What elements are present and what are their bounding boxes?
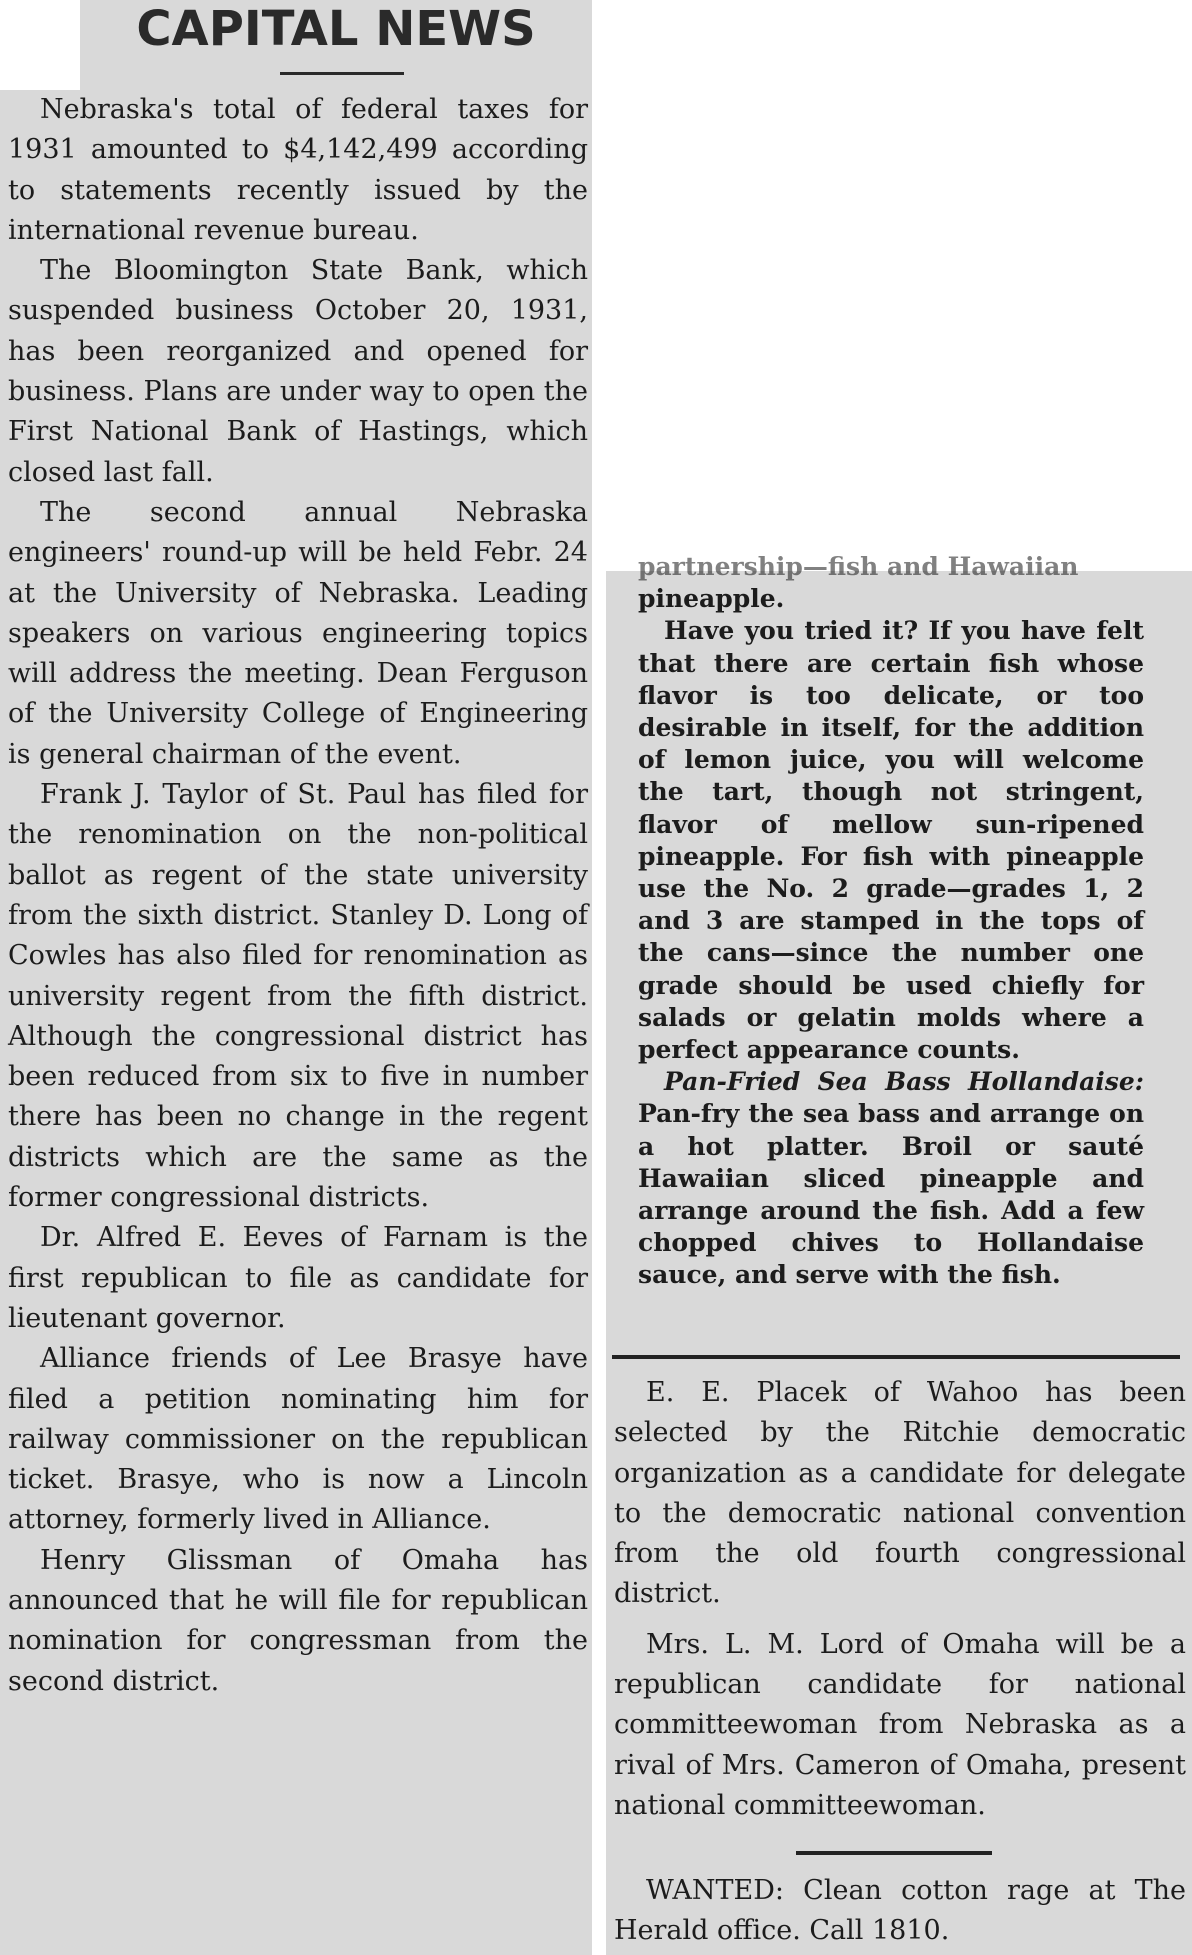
article-railway-commissioner: Alliance friends of Lee Brasye have filed a petition nominating him for railway commissioner on the republican ticket. Brasye, who is now a Lincoln attorney, formerly lived in Alliance. bbox=[8, 1343, 588, 1536]
article-federal-taxes: Nebraska's total of federal taxes for 1931 amounted to $4,142,499 according to statements recently issued by the international revenue bureau. bbox=[8, 94, 588, 246]
masthead-clip bbox=[80, 0, 592, 90]
article-placek-delegate: E. E. Placek of Wahoo has been selected by the Ritchie democratic organization as a candidate for delegate to the democratic national convention from the old fourth congressional district. bbox=[614, 1377, 1186, 1610]
wanted-ad-block bbox=[614, 1871, 1186, 1952]
recipe-dish-name: Pan-Fried Sea Bass Hollandaise: bbox=[664, 1067, 1144, 1097]
ad-divider bbox=[796, 1851, 992, 1855]
article-regent-renomination: Frank J. Taylor of St. Paul has filed for the renomination on the non-political ballot as regent of the state university from the sixth district. Stanley D. Long of Cowles has also filed for renomination as university regent from the fifth district. Although the congressional district has been reduced from six to five in number there has been no change in the regent districts which are the same as the former congressional districts. bbox=[8, 779, 588, 1214]
recipe-lead: pineapple. bbox=[638, 584, 785, 614]
article-congressman: Henry Glissman of Omaha has announced that he will file for republican nomination for congressman from the second district. bbox=[8, 1544, 588, 1697]
section-divider bbox=[612, 1355, 1180, 1359]
masthead-rule bbox=[280, 72, 404, 75]
recipe-column bbox=[638, 551, 1144, 1292]
recipe-cutoff-line: partnership—fish and Hawaiian bbox=[638, 552, 1079, 581]
left-column bbox=[8, 90, 588, 1702]
masthead: CAPITAL NEWS bbox=[136, 1, 536, 57]
article-engineers-roundup: The second annual Nebraska engineers' round-up will be held Febr. 24 at the University of Nebraska. Leading speakers on various engineering topics will address the meeting. Dean Ferguson of the University College of Engineering is general chairman of the event. bbox=[8, 496, 588, 770]
article-bloomington-bank: The Bloomington State Bank, which suspended business October 20, 1931, has been reorganized and opened for business. Plans are under way to open the First National Bank of Hastings, which closed last fall. bbox=[8, 255, 588, 488]
right-column-clip bbox=[606, 552, 1192, 1955]
article-lord-committeewoman: Mrs. L. M. Lord of Omaha will be a republican candidate for national committeewoman from Nebraska as a rival of Mrs. Cameron of Omaha, present national committeewoman. bbox=[614, 1628, 1186, 1821]
recipe-dish bbox=[638, 1066, 1144, 1291]
recipe-dish-text: Pan-fry the sea bass and arrange on a hot platter. Broil or sauté Hawaiian sliced pineapple and arrange around the fish. Add a few chopped chives to Hollandaise sauce, and serve with the fish. bbox=[638, 1099, 1144, 1290]
right-column-news bbox=[614, 1373, 1186, 1826]
article-lieutenant-governor: Dr. Alfred E. Eeves of Farnam is the first republican to file as candidate for lieutenant governor. bbox=[8, 1222, 588, 1334]
left-column-clip bbox=[0, 90, 592, 1955]
recipe-paragraph: Have you tried it? If you have felt that there are certain fish whose flavor is too delicate, or too desirable in itself, for the addition of lemon juice, you will welcome the tart, though not stringent, flavor of mellow sun-ripened pineapple. For fish with pineapple use the No. 2 grade—grades 1, 2 and 3 are stamped in the tops of the cans—since the number one grade should be used chiefly for salads or gelatin molds where a perfect appearance counts. bbox=[638, 616, 1144, 1065]
wanted-ad: WANTED: Clean cotton rage at The Herald office. Call 1810. bbox=[614, 1875, 1186, 1947]
